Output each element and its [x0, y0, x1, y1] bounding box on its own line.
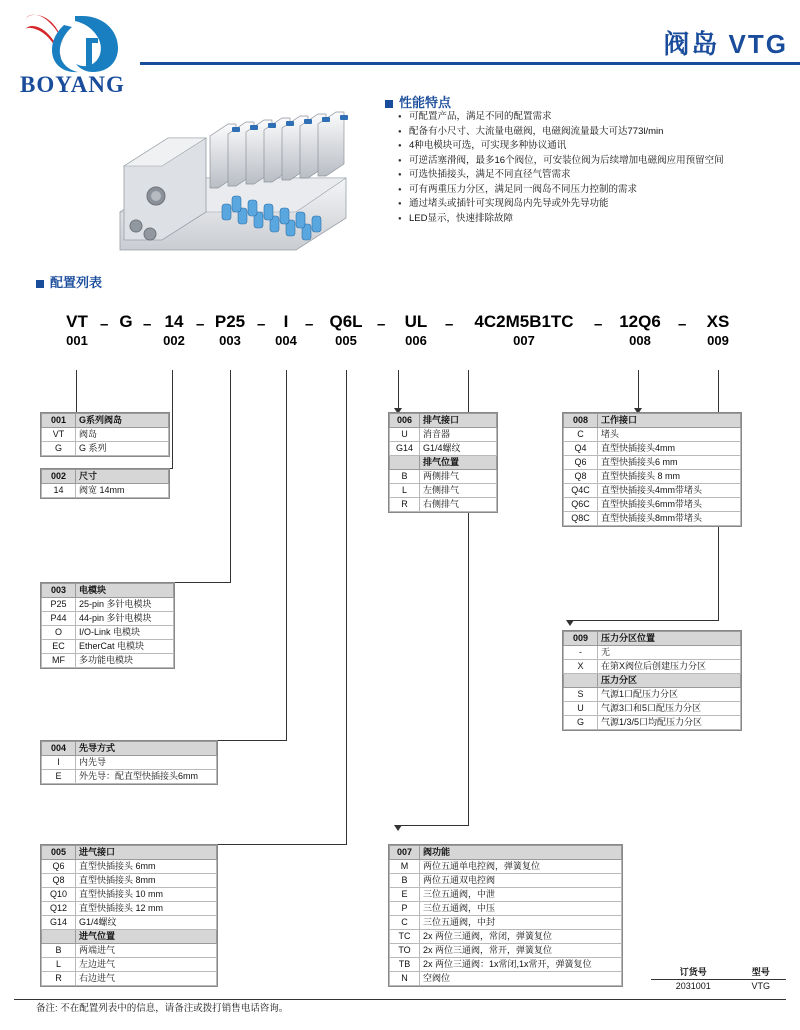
- table-row: Q8 直型快插接头 8mm: [42, 874, 217, 888]
- order-value-model: VTG: [751, 981, 771, 991]
- table-006: [388, 412, 498, 513]
- table-subtitle: 压力分区: [598, 674, 741, 688]
- page-header: [0, 0, 800, 95]
- connector-line: [230, 370, 231, 582]
- table-row: TB 2x 两位三通阀：1x常闭,1x常开，弹簧复位: [390, 958, 622, 972]
- connector-line: [172, 370, 173, 468]
- table-008: [562, 412, 742, 527]
- table-id: 003: [42, 584, 76, 598]
- table-row: EC EtherCat 电模块: [42, 640, 174, 654]
- connector-arrow: [566, 620, 574, 626]
- table-row: MF 多功能电模块: [42, 654, 174, 668]
- table-row: G14 G1/4螺纹: [390, 442, 497, 456]
- code-dash: –: [196, 316, 205, 333]
- table-row: N 空阀位: [390, 972, 622, 986]
- table-title: 先导方式: [76, 742, 217, 756]
- table-row: B 两侧排气: [390, 470, 497, 484]
- code-segment-003: P25 003: [214, 312, 246, 348]
- table-row: L 左侧排气: [390, 484, 497, 498]
- connector-arrow: [394, 825, 402, 831]
- code-segment-008: 12Q6 008: [619, 312, 661, 348]
- table-row: TC 2x 两位三通阀，常闭，弹簧复位: [390, 930, 622, 944]
- table-row: Q6 直型快插接头6 mm: [564, 456, 741, 470]
- table-title: 压力分区位置: [598, 632, 741, 646]
- features-list: [398, 110, 793, 226]
- table-row: 14 阀宽 14mm: [42, 484, 169, 498]
- connector-line: [638, 370, 639, 410]
- code-dash: –: [100, 316, 109, 333]
- table-row: C 堵头: [564, 428, 741, 442]
- square-bullet-icon: [36, 280, 44, 288]
- order-header-model: 型号: [736, 964, 786, 980]
- code-segment-002b: 14 002: [163, 312, 185, 348]
- table-title: G系列阀岛: [76, 414, 169, 428]
- code-segment-004: I 004: [275, 312, 297, 348]
- table-row: Q8 直型快插接头 8 mm: [564, 470, 741, 484]
- code-segment-005: Q6L 005: [329, 312, 363, 348]
- connector-line: [286, 370, 287, 740]
- list-item: ● 4种电模块可选，可实现多种协议通讯: [398, 139, 793, 154]
- config-heading: 配置列表: [36, 272, 102, 291]
- footer-note: 备注: 不在配置列表中的信息，请备注或拨打销售电话咨询。: [36, 1003, 289, 1014]
- table-003: [40, 582, 175, 669]
- table-id: 005: [42, 846, 76, 860]
- table-subtitle: 排气位置: [420, 456, 497, 470]
- list-item: ● LED显示，快速排除故障: [398, 212, 793, 227]
- code-segment-002a: G: [119, 312, 133, 331]
- table-row: G G 系列: [42, 442, 169, 456]
- code-dash: –: [594, 316, 603, 333]
- list-item: ● 配备有小尺寸、大流量电磁阀，电磁阀流量最大可达773l/min: [398, 125, 793, 140]
- connector-line: [76, 370, 77, 412]
- table-title: 排气接口: [420, 414, 497, 428]
- table-id: 006: [390, 414, 420, 428]
- table-id: 004: [42, 742, 76, 756]
- table-004: [40, 740, 218, 785]
- table-row: VT 阀岛: [42, 428, 169, 442]
- table-007: [388, 844, 623, 987]
- list-item: ● 通过堵头或插针可实现阀岛内先导或外先导功能: [398, 197, 793, 212]
- code-segment-007: 4C2M5B1TC 007: [474, 312, 574, 348]
- code-dash: –: [678, 316, 687, 333]
- table-id: 001: [42, 414, 76, 428]
- table-row: G 气源1/3/5口均配压力分区: [564, 716, 741, 730]
- code-segment-006: UL 006: [404, 312, 428, 348]
- table-002: [40, 468, 170, 499]
- table-subtitle: 进气位置: [76, 930, 217, 944]
- table-row: Q10 直型快插接头 10 mm: [42, 888, 217, 902]
- code-dash: –: [377, 316, 386, 333]
- table-row: U 气源3口和5口配压力分区: [564, 702, 741, 716]
- product-photo: [110, 100, 365, 260]
- code-dash: –: [143, 316, 152, 333]
- table-row: E 外先导：配直型快插接头6mm: [42, 770, 217, 784]
- table-row: Q8C 直型快插接头8mm带堵头: [564, 512, 741, 526]
- table-001: [40, 412, 170, 457]
- table-id: 002: [42, 470, 76, 484]
- logo: [14, 10, 144, 98]
- table-row: B 两位五通双电控阀: [390, 874, 622, 888]
- order-info-box: [651, 964, 786, 992]
- table-title: 尺寸: [76, 470, 169, 484]
- list-item: ● 可配置产品，满足不同的配置需求: [398, 110, 793, 125]
- list-item: ● 可有两重压力分区，满足同一阀岛不同压力控制的需求: [398, 183, 793, 198]
- table-row: X 在第X阀位后创建压力分区: [564, 660, 741, 674]
- table-id: 007: [390, 846, 420, 860]
- order-code-row: [0, 306, 800, 358]
- table-id: 008: [564, 414, 598, 428]
- code-segment-001: VT 001: [66, 312, 88, 348]
- table-row: Q12 直型快插接头 12 mm: [42, 902, 217, 916]
- connector-line: [570, 620, 719, 621]
- table-row: TO 2x 两位三通阀，常开，弹簧复位: [390, 944, 622, 958]
- table-row: R 右边进气: [42, 972, 217, 986]
- table-009: [562, 630, 742, 731]
- page-title: 阀岛 VTG: [663, 29, 788, 59]
- table-row: Q4 直型快插接头4mm: [564, 442, 741, 456]
- table-row: B 两端进气: [42, 944, 217, 958]
- table-005: [40, 844, 218, 987]
- code-dash: –: [257, 316, 266, 333]
- connector-line: [398, 370, 399, 410]
- code-dash: –: [305, 316, 314, 333]
- table-title: 阀功能: [420, 846, 622, 860]
- table-row: O I/O-Link 电模块: [42, 626, 174, 640]
- table-row: R 右侧排气: [390, 498, 497, 512]
- table-row: G14 G1/4螺纹: [42, 916, 217, 930]
- connector-line: [398, 825, 469, 826]
- table-row: E 三位五通阀，中泄: [390, 888, 622, 902]
- connector-line: [346, 370, 347, 844]
- table-row: P25 25-pin 多针电模块: [42, 598, 174, 612]
- table-row: I 内先导: [42, 756, 217, 770]
- code-segment-009: XS 009: [706, 312, 730, 348]
- brand-name: BOYANG: [20, 72, 125, 97]
- list-item: ● 可逆活塞滑阀，最多16个阀位，可安装位阀为后续增加电磁阀应用预留空间: [398, 154, 793, 169]
- table-id: 009: [564, 632, 598, 646]
- table-row: Q6C 直型快插接头6mm带堵头: [564, 498, 741, 512]
- code-dash: –: [445, 316, 454, 333]
- table-row: U 消音器: [390, 428, 497, 442]
- order-value-code: 2031001: [675, 981, 711, 991]
- order-header-code: 订货号: [651, 964, 736, 980]
- list-item: ● 可选快插接头，满足不同直径气管需求: [398, 168, 793, 183]
- table-title: 电模块: [76, 584, 174, 598]
- table-title: 工作接口: [598, 414, 741, 428]
- square-bullet-icon: [385, 100, 393, 108]
- table-row: Q6 直型快插接头 6mm: [42, 860, 217, 874]
- boyang-logo-icon: [20, 12, 132, 74]
- table-row: S 气源1口配压力分区: [564, 688, 741, 702]
- table-row: M 两位五通单电控阀，弹簧复位: [390, 860, 622, 874]
- table-row: P 三位五通阀，中压: [390, 902, 622, 916]
- table-row: C 三位五通阀，中封: [390, 916, 622, 930]
- table-row: P44 44-pin 多针电模块: [42, 612, 174, 626]
- header-divider: [140, 62, 800, 65]
- table-title: 进气接口: [76, 846, 217, 860]
- table-row: Q4C 直型快插接头4mm带堵头: [564, 484, 741, 498]
- table-row: L 左边进气: [42, 958, 217, 972]
- features-heading: 性能特点: [385, 92, 451, 111]
- table-row: - 无: [564, 646, 741, 660]
